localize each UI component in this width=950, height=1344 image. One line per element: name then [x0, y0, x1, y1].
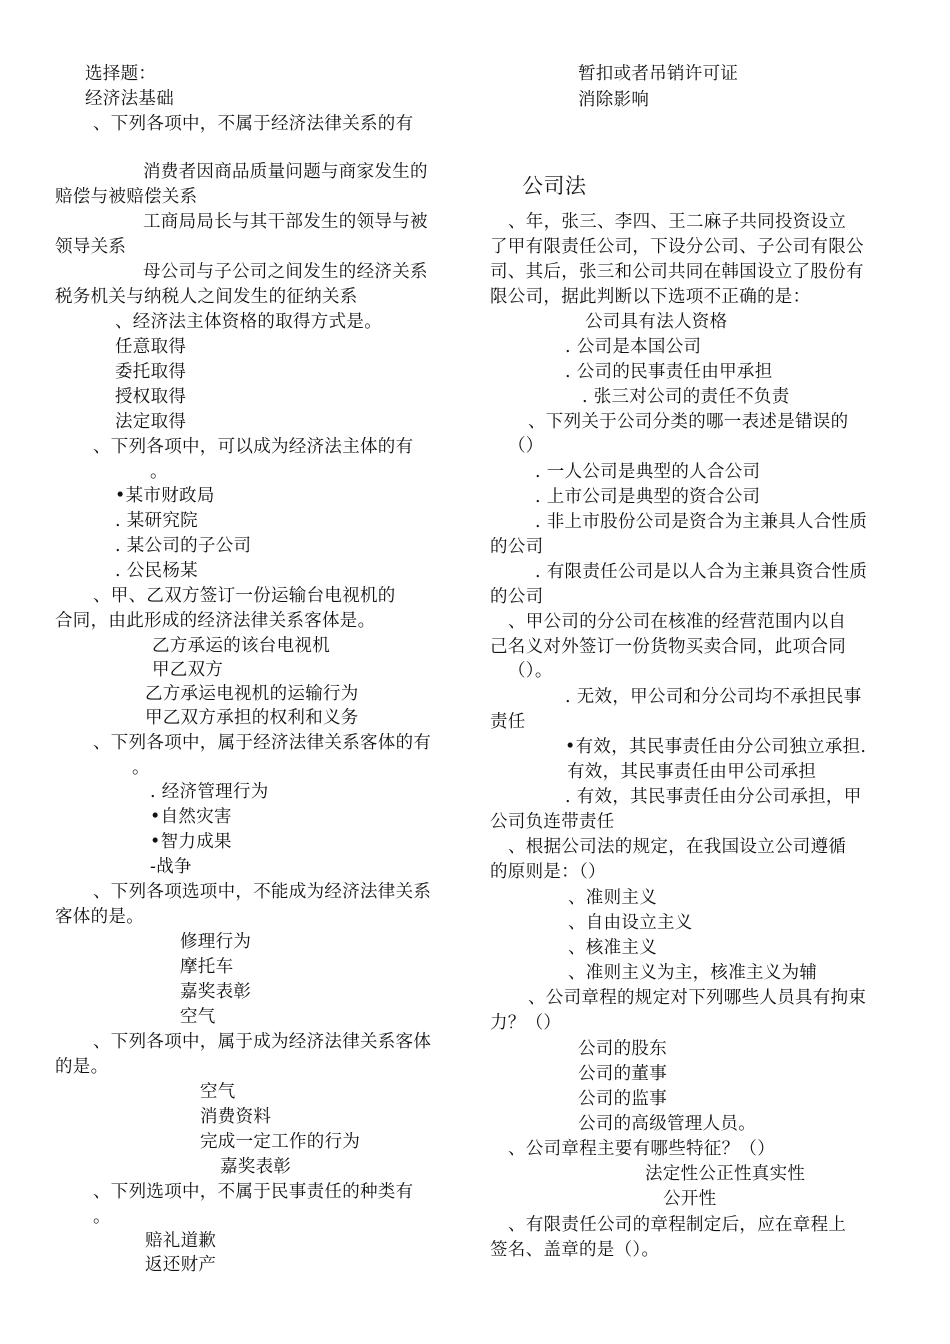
right-text-line: 、年，张三、李四、王二麻子共同投资设立: [508, 212, 847, 232]
right-text-line: . 一人公司是典型的人合公司: [535, 462, 761, 482]
right-text-line: 、准则主义: [568, 888, 657, 908]
right-text-line: 力？（）: [490, 1013, 562, 1033]
right-text-line: 、自由设立主义: [568, 913, 693, 933]
section-heading: 公司法: [522, 174, 587, 198]
right-text-line: 己名义对外签订一份货物买卖合同，此项合同: [490, 637, 846, 657]
right-text-line: 法定性公正性真实性: [645, 1164, 806, 1184]
left-text-line: 赔偿与被赔偿关系: [55, 187, 198, 207]
right-text-line: 、准则主义为主，核准主义为辅: [568, 963, 818, 983]
left-text-line: . 某公司的子公司: [115, 536, 252, 556]
right-text-line: . 上市公司是典型的资合公司: [535, 487, 761, 507]
left-text-line: . 经济管理行为: [150, 782, 269, 802]
left-text-line: 嘉奖表彰: [180, 982, 252, 1002]
right-text-line: 、根据公司法的规定，在我国设立公司遵循: [508, 837, 847, 857]
left-text-line: 、下列各项中，属于成为经济法律关系客体: [93, 1032, 432, 1052]
left-text-line: •智力成果: [150, 832, 232, 852]
left-text-line: 经济法基础: [85, 89, 174, 109]
right-text-line: 公司负连带责任: [490, 812, 615, 832]
right-text-line: . 无效，甲公司和分公司均不承担民事: [565, 687, 862, 707]
left-text-line: 。: [93, 1207, 111, 1227]
right-text-line: 有效，其民事责任由甲公司承担: [567, 762, 817, 782]
right-text-line: （）: [508, 436, 544, 456]
left-text-line: 、下列各项中，不属于经济法律关系的有: [93, 114, 414, 134]
left-text-line: 甲乙双方: [152, 660, 224, 680]
left-text-line: 嘉奖表彰: [220, 1157, 292, 1177]
left-text-line: •自然灾害: [150, 807, 232, 827]
left-text-line: -战争: [150, 857, 192, 877]
left-text-line: 空气: [200, 1082, 236, 1102]
left-text-line: 、下列各项中，可以成为经济法主体的有: [93, 437, 414, 457]
left-text-line: 客体的是。: [55, 907, 144, 927]
left-text-line: 的是。: [55, 1057, 109, 1077]
left-text-line: 领导关系: [55, 237, 127, 257]
right-text-line: 限公司，据此判断以下选项不正确的是：: [490, 287, 811, 307]
right-text-line: 公司的高级管理人员。: [578, 1114, 756, 1134]
right-text-line: 、公司章程的规定对下列哪些人员具有拘束: [528, 988, 867, 1008]
left-text-line: 、下列各项选项中，不能成为经济法律关系: [93, 882, 432, 902]
right-text-line: 责任: [490, 712, 526, 732]
left-text-line: . 某研究院: [115, 511, 198, 531]
left-text-line: 返还财产: [145, 1255, 217, 1275]
left-text-line: 、下列选项中，不属于民事责任的种类有: [93, 1182, 414, 1202]
right-text-line: •有效，其民事责任由分公司独立承担.: [565, 737, 867, 757]
right-text-line: 、甲公司的分公司在核准的经营范围内以自: [508, 612, 847, 632]
right-text-line: 公开性: [663, 1189, 717, 1209]
left-text-line: 空气: [180, 1007, 216, 1027]
left-text-line: 消费资料: [200, 1107, 272, 1127]
left-text-line: 法定取得: [115, 412, 187, 432]
right-text-line: 的公司: [490, 537, 544, 557]
right-text-line: 司、其后，张三和公司共同在韩国设立了股份有: [490, 262, 864, 282]
left-text-line: 甲乙双方承担的权利和义务: [145, 708, 359, 728]
left-text-line: 委托取得: [115, 362, 187, 382]
right-text-line: 公司的股东: [578, 1039, 667, 1059]
right-text-line: . 非上市股份公司是资合为主兼具人合性质: [535, 512, 868, 532]
right-text-line: . 公司是本国公司: [565, 337, 702, 357]
left-text-line: 任意取得: [115, 337, 187, 357]
right-text-line: 暂扣或者吊销许可证: [578, 64, 739, 84]
right-text-line: 、下列关于公司分类的哪一表述是错误的: [528, 412, 849, 432]
right-text-line: （）。: [508, 661, 553, 681]
right-text-line: 的原则是：（）: [490, 862, 606, 882]
right-text-line: 了甲有限责任公司，下设分公司、子公司有限公: [490, 237, 864, 257]
left-text-line: 乙方承运电视机的运输行为: [145, 684, 359, 704]
left-text-line: 。: [150, 462, 168, 482]
right-text-line: 、核准主义: [568, 938, 657, 958]
left-text-line: . 公民杨某: [115, 561, 198, 581]
left-text-line: 修理行为: [180, 932, 252, 952]
right-text-line: 公司具有法人资格: [585, 312, 728, 332]
right-text-line: 、公司章程主要有哪些特征？（）: [508, 1139, 775, 1159]
left-text-line: 母公司与子公司之间发生的经济关系: [143, 262, 428, 282]
right-text-line: 公司的监事: [578, 1089, 667, 1109]
right-text-line: 签名、盖章的是（）。: [490, 1240, 660, 1260]
right-text-line: 公司的董事: [578, 1064, 667, 1084]
right-text-line: 的公司: [490, 587, 544, 607]
right-text-line: 消除影响: [578, 90, 650, 110]
left-text-line: 。: [132, 758, 150, 778]
left-text-line: 完成一定工作的行为: [200, 1132, 361, 1152]
left-text-line: 授权取得: [115, 387, 187, 407]
right-text-line: . 有效，其民事责任由分公司承担，甲: [565, 787, 862, 807]
left-text-line: 工商局局长与其干部发生的领导与被: [143, 212, 428, 232]
left-text-line: 消费者因商品质量问题与商家发生的: [143, 162, 428, 182]
left-text-line: 选择题：: [85, 64, 157, 84]
left-text-line: 、经济法主体资格的取得方式是。: [115, 312, 382, 332]
left-text-line: •某市财政局: [115, 486, 215, 506]
left-text-line: 、甲、乙双方签订一份运输台电视机的: [93, 586, 396, 606]
right-text-line: . 有限责任公司是以人合为主兼具资合性质: [535, 562, 868, 582]
left-text-line: 、下列各项中，属于经济法律关系客体的有: [93, 733, 432, 753]
right-text-line: . 公司的民事责任由甲承担: [565, 362, 773, 382]
left-text-line: 税务机关与纳税人之间发生的征纳关系: [55, 287, 358, 307]
right-text-line: 、有限责任公司的章程制定后，应在章程上: [508, 1215, 847, 1235]
right-text-line: . 张三对公司的责任不负责: [582, 387, 790, 407]
left-text-line: 乙方承运的该台电视机: [152, 636, 330, 656]
left-text-line: 摩托车: [180, 957, 234, 977]
left-text-line: 赔礼道歉: [145, 1231, 217, 1251]
left-text-line: 合同，由此形成的经济法律关系客体是。: [55, 611, 376, 631]
